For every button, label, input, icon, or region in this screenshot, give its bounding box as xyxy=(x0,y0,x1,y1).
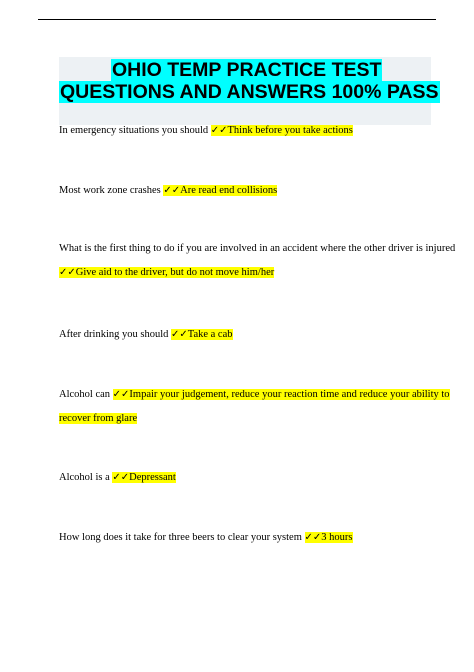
answer-text: Are read end collisions xyxy=(180,185,278,196)
question-text: How long does it take for three beers to clear your system xyxy=(59,532,305,543)
top-divider xyxy=(38,19,436,20)
answer-highlight xyxy=(112,472,175,483)
double-check-icon: ✓✓ xyxy=(171,329,188,340)
answer-text: Take a cab xyxy=(187,329,233,340)
qa-answer-line xyxy=(59,266,274,279)
answer-text: Impair your judgement, reduce your reaction time and reduce your ability to xyxy=(129,389,450,400)
answer-highlight xyxy=(171,329,233,340)
double-check-icon: ✓✓ xyxy=(163,185,181,196)
document-title-line-1: OHIO TEMP PRACTICE TEST xyxy=(112,59,382,81)
answer-text: Depressant xyxy=(129,472,176,483)
question-text: After drinking you should xyxy=(59,329,171,340)
answer-highlight xyxy=(163,185,277,196)
answer-text: 3 hours xyxy=(321,532,353,543)
answer-text: Give aid to the driver, but do not move him/her xyxy=(75,267,275,278)
double-check-icon: ✓✓ xyxy=(304,532,322,543)
question-text: Alcohol is a xyxy=(59,472,113,483)
qa-item xyxy=(59,471,176,484)
answer-highlight xyxy=(59,267,274,278)
qa-item xyxy=(59,328,233,341)
qa-item xyxy=(59,124,353,137)
answer-text: Think before you take actions xyxy=(227,125,353,136)
qa-answer-line xyxy=(59,412,137,425)
qa-item xyxy=(59,388,450,401)
question-text: Alcohol can xyxy=(59,389,113,400)
qa-item xyxy=(59,531,353,544)
double-check-icon: ✓✓ xyxy=(112,389,130,400)
answer-highlight xyxy=(113,389,450,400)
double-check-icon: ✓✓ xyxy=(112,472,130,483)
double-check-icon: ✓✓ xyxy=(59,267,76,278)
answer-continuation: recover from glare xyxy=(59,413,138,424)
double-check-icon: ✓✓ xyxy=(210,125,228,136)
question-text: In emergency situations you should xyxy=(59,125,211,136)
answer-highlight xyxy=(211,125,353,136)
answer-highlight xyxy=(305,532,353,543)
document-title-line-2: QUESTIONS AND ANSWERS 100% PASS xyxy=(60,81,439,103)
qa-item xyxy=(59,184,277,197)
question-text: What is the first thing to do if you are involved in an accident where the other driver is injured xyxy=(59,243,456,254)
question-text: Most work zone crashes xyxy=(59,185,164,196)
